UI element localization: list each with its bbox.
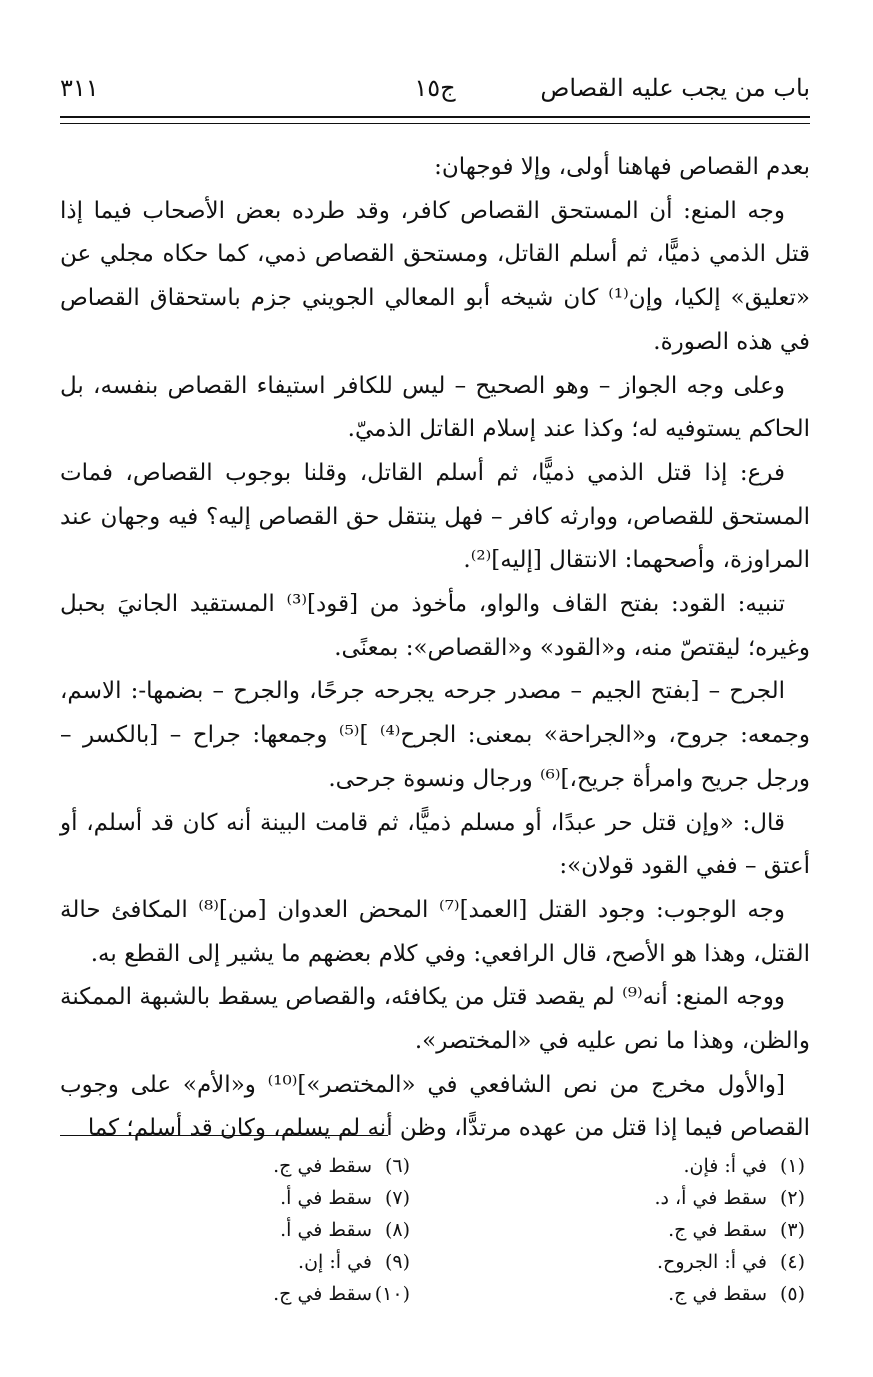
paragraph: فرع: إذا قتل الذمي ذميًّا، ثم أسلم القاتل، وقلنا بوجوب القصاص، فمات المستحق للقصاص، ووارثه كافر – فهل ينتقل حق القصاص إليه؟ فيه وجهان عند المراوزة، وأصحهما: الانتقال [إليه]⁽²⁾.: [60, 459, 810, 574]
footnote-separator: [60, 1135, 388, 1136]
footnote-text: سقط في ج.: [668, 1219, 767, 1241]
paragraph: ووجه المنع: أنه⁽⁹⁾ لم يقصد قتل من يكافئه، والقصاص يسقط بالشبهة الممكنة والظن، وهذا ما نص عليه في «المختصر».: [60, 984, 810, 1055]
footnote: [50, 1278, 410, 1310]
footnote-text: سقط في أ.: [280, 1187, 372, 1209]
footnote-number: (٣): [779, 1219, 805, 1241]
footnote-number: (١٠): [374, 1283, 410, 1305]
footnote: [445, 1150, 805, 1182]
footnote-number: (٤): [779, 1251, 805, 1273]
footnote-text: سقط في ج.: [668, 1283, 767, 1305]
footnote-text: سقط في أ.: [280, 1219, 372, 1241]
paragraph: قال: «وإن قتل حر عبدًا، أو مسلم ذميًّا، ثم قامت البينة أنه كان قد أسلم، أو أعتق – ففي القود قولان»:: [60, 809, 810, 880]
footnote-text: في أ: إن.: [298, 1251, 372, 1273]
paragraph: [والأول مخرج من نص الشافعي في «المختصر»]⁽¹⁰⁾ و«الأم» على وجوب القصاص فيما إذا قتل من عهده مرتدًّا، وظن أنه لم يسلم، وكان قد أسلم؛ كما: [60, 1071, 810, 1142]
footnote-text: في أ: الجروح.: [657, 1251, 767, 1273]
volume-label: ج١٥: [414, 74, 456, 102]
footnote-number: (٢): [779, 1187, 805, 1209]
footnote: [445, 1214, 805, 1246]
footnote-text: سقط في ج.: [273, 1283, 372, 1305]
footnote-number: (٨): [384, 1219, 410, 1241]
footnote: [445, 1278, 805, 1310]
paragraph: وجه الوجوب: وجود القتل [العمد]⁽⁷⁾ المحض العدوان [من]⁽⁸⁾ المكافئ حالة القتل، وهذا هو الأصح، قال الرافعي: وفي كلام بعضهم ما يشير إلى القطع به.: [60, 896, 810, 967]
footnote-number: (٥): [779, 1283, 805, 1305]
footnote: [50, 1214, 410, 1246]
footnote-text: سقط في ج.: [273, 1155, 372, 1177]
chapter-title: باب من يجب عليه القصاص: [540, 74, 810, 102]
header-rule-thick: [60, 116, 810, 118]
footnote-text: سقط في أ، د.: [654, 1187, 767, 1209]
page-number: ٣١١: [60, 74, 99, 102]
paragraph: تنبيه: القود: بفتح القاف والواو، مأخوذ من [قود]⁽³⁾ المستقيد الجانيَ بحبل وغيره؛ ليقتصّ منه، و«القود» و«القصاص»: بمعنًى.: [60, 591, 810, 661]
page-header: [60, 70, 810, 106]
footnote: [50, 1150, 410, 1182]
footnote: [50, 1246, 410, 1278]
paragraph: الجرح – [بفتح الجيم – مصدر جرحه يجرحه جرحًا، والجرح – بضمها-: الاسم، وجمعه: جروح، و«الجراحة» بمعنى: الجرح⁽⁴⁾ ]⁽⁵⁾ وجمعها: جراح – [بالكسر – ورجل جريح وامرأة جريح،]⁽⁶⁾ ورجال ونسوة جرحى.: [60, 678, 810, 792]
footnote-number: (١): [779, 1155, 805, 1177]
footnotes-left-column: [50, 1150, 410, 1310]
footnote: [445, 1246, 805, 1278]
footnote-number: (٩): [384, 1251, 410, 1273]
footnote: [50, 1182, 410, 1214]
header-rule-thin: [60, 123, 810, 124]
footnote-number: (٧): [384, 1187, 410, 1209]
footnote: [445, 1182, 805, 1214]
paragraph: وعلى وجه الجواز – وهو الصحيح – ليس للكافر استيفاء القصاص بنفسه، بل الحاكم يستوفيه له؛ وكذا عند إسلام القاتل الذميّ.: [60, 372, 810, 443]
paragraph: بعدم القصاص فهاهنا أولى، وإلا فوجهان:: [434, 154, 810, 180]
book-page: [60, 70, 810, 1350]
footnote-number: (٦): [384, 1155, 410, 1177]
footnotes-right-column: [445, 1150, 805, 1310]
paragraph: وجه المنع: أن المستحق القصاص كافر، وقد طرده بعض الأصحاب فيما إذا قتل الذمي ذميًّا، ثم أسلم القاتل، ومستحق القصاص ذمي، كما حكاه مجلي عن «تعليق» إلكيا، وإن⁽¹⁾ كان شيخه أبو المعالي الجويني جزم باستحقاق القصاص في هذه الصورة.: [60, 197, 811, 355]
footnote-text: في أ: فإن.: [683, 1155, 767, 1177]
main-text: [60, 146, 810, 1151]
